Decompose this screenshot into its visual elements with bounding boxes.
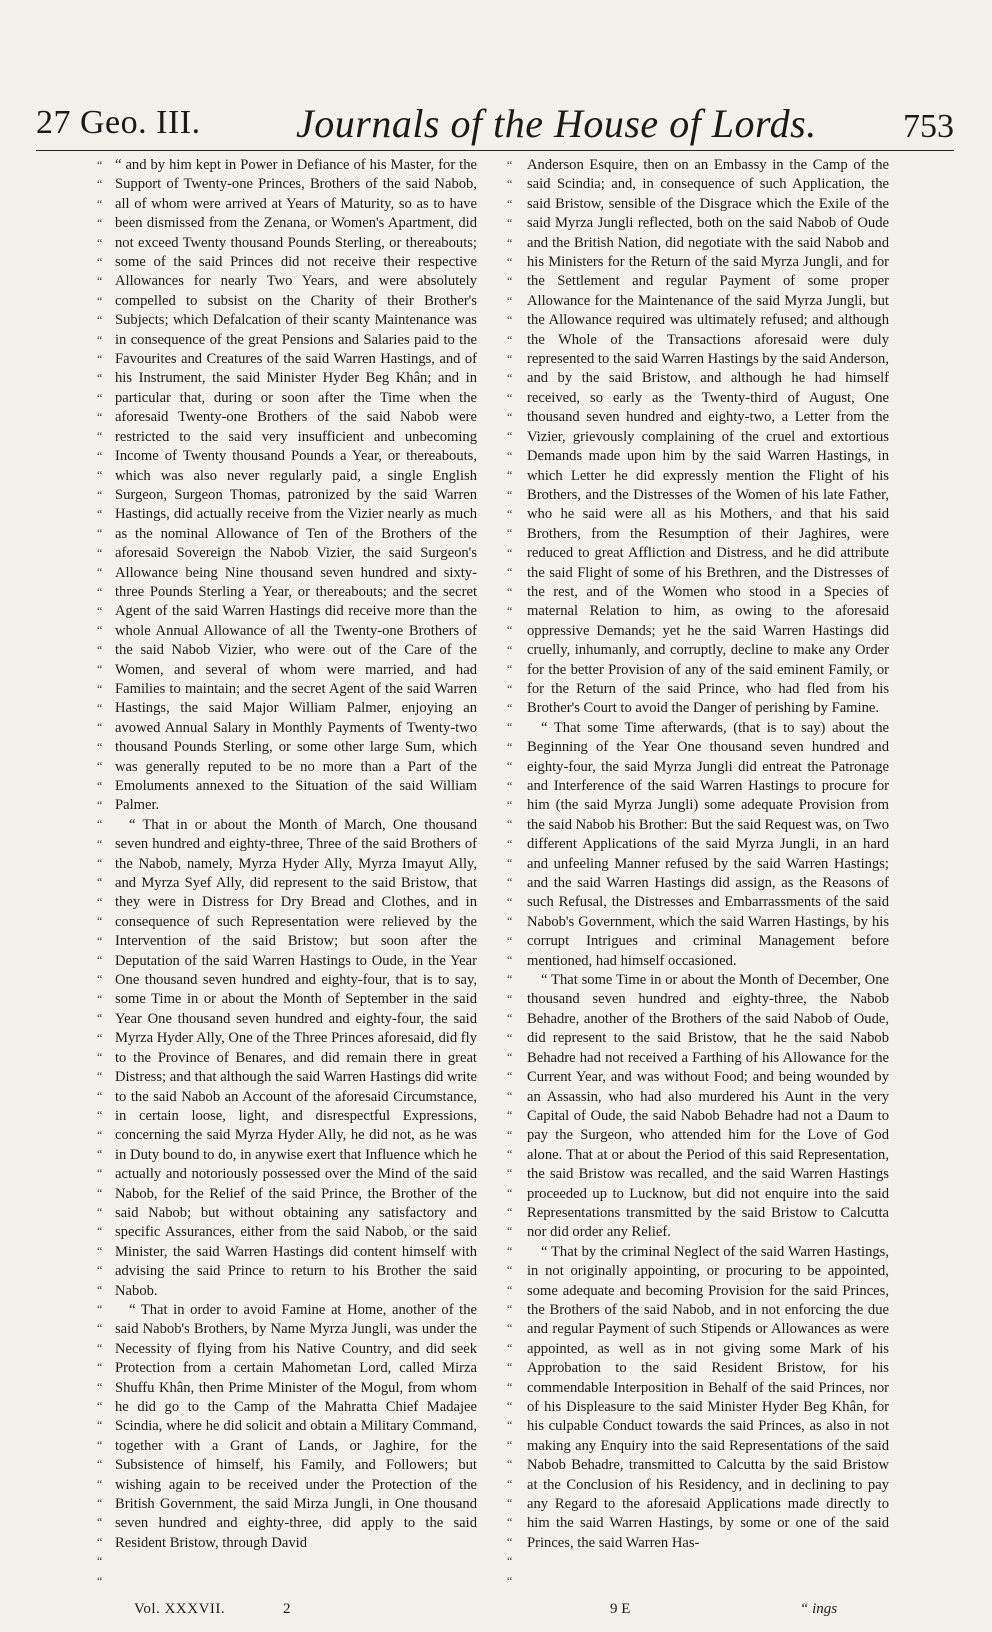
- margin-quote-mark: “: [97, 196, 103, 211]
- margin-quote-mark: “: [507, 759, 513, 774]
- margin-quote-mark: “: [97, 1030, 103, 1045]
- page-footer: [0, 1601, 992, 1621]
- margin-quote-mark: “: [507, 1030, 513, 1045]
- margin-quote-mark: “: [507, 1263, 513, 1278]
- margin-quote-mark: “: [97, 565, 103, 580]
- margin-quote-mark: “: [97, 274, 103, 289]
- margin-quote-mark: “: [97, 1263, 103, 1278]
- margin-quote-mark: “: [97, 914, 103, 929]
- margin-quote-mark: “: [507, 972, 513, 987]
- margin-quote-mark: “: [507, 313, 513, 328]
- margin-quote-mark: “: [507, 1166, 513, 1181]
- margin-quote-mark: “: [97, 507, 103, 522]
- margin-quote-mark: “: [97, 1166, 103, 1181]
- margin-quote-mark: “: [507, 1205, 513, 1220]
- margin-quote-mark: “: [507, 1088, 513, 1103]
- right-column: [527, 156, 889, 1553]
- margin-quote-mark: “: [97, 254, 103, 269]
- margin-quote-mark: “: [97, 1573, 103, 1588]
- margin-quote-mark: “: [507, 1399, 513, 1413]
- margin-quote-mark: “: [97, 410, 103, 425]
- margin-quote-mark: “: [507, 216, 513, 231]
- margin-quote-mark: “: [507, 235, 513, 250]
- margin-quote-mark: “: [97, 759, 103, 774]
- margin-quote-mark: “: [97, 1476, 103, 1491]
- margin-quote-mark: “: [97, 894, 103, 909]
- margin-quote-mark: “: [507, 739, 513, 754]
- margin-quote-mark: “: [507, 836, 513, 851]
- margin-quote-mark: “: [507, 448, 513, 463]
- margin-quote-mark: “: [507, 991, 513, 1006]
- margin-quote-mark: “: [507, 565, 513, 580]
- margin-quote-mark: “: [507, 351, 513, 366]
- margin-quote-mark: “: [97, 1011, 103, 1026]
- margin-quote-mark: “: [507, 817, 513, 832]
- margin-quote-mark: “: [507, 390, 513, 405]
- margin-quote-mark: “: [97, 778, 103, 793]
- margin-quote-mark: “: [507, 1437, 513, 1452]
- catchword: “ ings: [800, 1601, 838, 1617]
- margin-quote-mark: “: [97, 991, 103, 1006]
- margin-quote-mark: “: [97, 817, 103, 832]
- margin-quote-mark: “: [97, 235, 103, 250]
- margin-quote-mark: “: [97, 642, 103, 657]
- margin-quote-mark: “: [507, 293, 513, 308]
- margin-quote-mark: “: [507, 1302, 513, 1317]
- margin-quote-mark: “: [97, 797, 103, 812]
- page-title: Journals of the House of Lords.: [296, 101, 817, 146]
- margin-quote-mark: “: [507, 797, 513, 812]
- margin-quote-mark: “: [97, 1049, 103, 1064]
- margin-quote-mark: “: [97, 487, 103, 502]
- margin-quote-mark: “: [97, 875, 103, 890]
- margin-quote-mark: “: [507, 1554, 513, 1569]
- margin-quote-mark: “: [97, 933, 103, 948]
- margin-quote-mark: “: [507, 1476, 513, 1491]
- margin-quote-mark: “: [97, 332, 103, 347]
- signature-mark-right: 9 E: [610, 1601, 631, 1617]
- margin-quote-mark: “: [507, 1185, 513, 1200]
- margin-quote-mark: “: [507, 1360, 513, 1375]
- margin-quote-mark: “: [97, 293, 103, 308]
- margin-quote-mark: “: [507, 526, 513, 541]
- margin-quote-mark: “: [97, 603, 103, 618]
- margin-quote-mark: “: [507, 254, 513, 269]
- margin-quote-mark: “: [507, 584, 513, 599]
- margin-quote-mark: “: [97, 448, 103, 463]
- margin-quote-mark: “: [97, 1302, 103, 1317]
- margin-quote-mark: “: [97, 1437, 103, 1452]
- margin-quote-mark: “: [97, 1185, 103, 1200]
- margin-quote-mark: “: [97, 1146, 103, 1161]
- margin-quote-mark: “: [97, 1127, 103, 1142]
- margin-quote-mark: “: [97, 972, 103, 987]
- margin-quote-mark: “: [507, 1282, 513, 1297]
- margin-quote-mark: “: [507, 1069, 513, 1084]
- margin-quote-mark: “: [97, 1321, 103, 1336]
- left-quote-margin: [97, 156, 113, 1591]
- margin-quote-mark: “: [97, 1088, 103, 1103]
- margin-quote-mark: “: [507, 875, 513, 890]
- margin-quote-mark: “: [507, 1457, 513, 1472]
- margin-quote-mark: “: [507, 1108, 513, 1123]
- margin-quote-mark: “: [97, 1340, 103, 1355]
- margin-quote-mark: “: [507, 545, 513, 560]
- page-header: [36, 100, 954, 151]
- margin-quote-mark: “: [507, 371, 513, 386]
- margin-quote-mark: “: [97, 177, 103, 192]
- margin-quote-mark: “: [507, 1243, 513, 1258]
- margin-quote-mark: “: [97, 1224, 103, 1239]
- margin-quote-mark: “: [507, 720, 513, 735]
- margin-quote-mark: “: [507, 196, 513, 211]
- right-paragraph-2: “ That some Time afterwards, (that is to say) about the Beginning of the Year One thousand seven hundred and eighty-four, the said Myrza Jungli did entreat the Patronage and Interference of the said Warren Hastings to procure for him (the said Myrza Jungli) some adequate Provision from the said Nabob his Brother: But the said Request was, on Two different Applications of the said Myrza Jungli, in an hard and unfeeling Manner refused by the said Warren Hastings; and the said Warren Hastings did assign, as the Reasons of such Refusal, the Distresses and Embarrassments of the said Nabob's Government, which the said Warren Hastings, by his corrupt Intrigues and criminal Management before mentioned, had himself occasioned.: [527, 719, 889, 969]
- margin-quote-mark: “: [507, 662, 513, 677]
- margin-quote-mark: “: [507, 681, 513, 696]
- margin-quote-mark: “: [97, 1399, 103, 1413]
- margin-quote-mark: “: [97, 662, 103, 677]
- margin-quote-mark: “: [97, 1534, 103, 1549]
- margin-quote-mark: “: [507, 933, 513, 948]
- margin-quote-mark: “: [507, 1534, 513, 1549]
- margin-quote-mark: “: [507, 1418, 513, 1433]
- margin-quote-mark: “: [97, 623, 103, 638]
- margin-quote-mark: “: [507, 177, 513, 192]
- margin-quote-mark: “: [97, 216, 103, 231]
- margin-quote-mark: “: [507, 914, 513, 929]
- margin-quote-mark: “: [507, 953, 513, 968]
- session-heading: 27 Geo. III.: [36, 104, 201, 141]
- margin-quote-mark: “: [97, 836, 103, 851]
- margin-quote-mark: “: [97, 856, 103, 871]
- left-paragraph-3: “ That in order to avoid Famine at Home, another of the said Nabob's Brothers, by Name Myrza Jungli, was under the Necessity of flying from his Native Country, and did seek Protection from a certain Mahometan Lord, called Mirza Shuffu Khân, then Prime Minister of the Mogul, from whom he did go to the Camp of the Mahratta Chief Madajee Scindia, where he did solicit and obtain a Military Command, together with a Grant of Lands, or Jaghire, for the Subsistence of himself, his Family, and Followers; but wishing again to be received under the Protection of the British Government, the said Mirza Jungli, in One thousand seven hundred and eighty-three, did apply to the said Resident Bristow, through David: [115, 1301, 477, 1551]
- margin-quote-mark: “: [507, 487, 513, 502]
- margin-quote-mark: “: [97, 1108, 103, 1123]
- margin-quote-mark: “: [507, 410, 513, 425]
- margin-quote-mark: “: [97, 1069, 103, 1084]
- margin-quote-mark: “: [97, 953, 103, 968]
- margin-quote-mark: “: [97, 545, 103, 560]
- margin-quote-mark: “: [97, 429, 103, 444]
- margin-quote-mark: “: [97, 1282, 103, 1297]
- margin-quote-mark: “: [507, 1495, 513, 1510]
- margin-quote-mark: “: [97, 468, 103, 483]
- left-paragraph-1: “ and by him kept in Power in Defiance of his Master, for the Support of Twenty-one Princes, Brothers of the said Nabob, all of whom were arrived at Years of Maturity, so as to have been dismissed from the Zenana, or Women's Apartment, did not exceed Twenty thousand Pounds Sterling, or thereabouts; some of the said Princes did not receive their respective Allowances for nearly Two Years, and were absolutely compelled to subsist on the Charity of their Brother's Subjects; which Defalcation of their scanty Maintenance was in consequence of the great Pensions and Salaries paid to the Favourites and Creatures of the said Warren Hastings, and of his Instrument, the said Minister Hyder Beg Khân; and in particular that, during or soon after the Time when the aforesaid Twenty-one Brothers of the said Nabob were restricted to the said very insufficient and unbecoming Income of Twenty thousand Pounds a Year, or thereabouts, which was also never regularly paid, a single English Surgeon, Surgeon Thomas, patronized by the said Warren Hastings, did actually receive from the Vizier nearly as much as the nominal Allowance of Ten of the Brothers of the aforesaid Sovereign the Nabob Vizier, the said Surgeon's Allowance being Nine thousand seven hundred and sixty-three Pounds Sterling a Year, or thereabouts; and the secret Agent of the said Warren Hastings did receive more than the whole Annual Allowance of all the Twenty-one Brothers of the said Nabob Vizier, who were out of the Care of the Women, and several of whom were married, and had Families to maintain; and the secret Agent of the said Warren Hastings, the said Major William Palmer, enjoying an avowed Annual Salary in Monthly Payments of Twenty-two thousand Pounds Sterling, or some other large Sum, which was generally reputed to be no more than a Part of the Emoluments annexed to the Situation of the said William Palmer.: [115, 157, 477, 814]
- margin-quote-mark: “: [507, 1011, 513, 1026]
- margin-quote-mark: “: [507, 856, 513, 871]
- margin-quote-mark: “: [97, 1360, 103, 1375]
- right-quote-margin: [507, 156, 523, 1591]
- margin-quote-mark: “: [97, 681, 103, 696]
- margin-quote-mark: “: [97, 526, 103, 541]
- margin-quote-mark: “: [507, 1515, 513, 1530]
- signature-mark-left: 2: [283, 1601, 291, 1617]
- margin-quote-mark: “: [97, 700, 103, 715]
- margin-quote-mark: “: [507, 1573, 513, 1588]
- left-column: [115, 156, 477, 1553]
- margin-quote-mark: “: [97, 1554, 103, 1569]
- margin-quote-mark: “: [507, 778, 513, 793]
- margin-quote-mark: “: [97, 1457, 103, 1472]
- margin-quote-mark: “: [97, 739, 103, 754]
- margin-quote-mark: “: [507, 1224, 513, 1239]
- margin-quote-mark: “: [507, 1379, 513, 1394]
- margin-quote-mark: “: [97, 313, 103, 328]
- margin-quote-mark: “: [507, 507, 513, 522]
- margin-quote-mark: “: [507, 700, 513, 715]
- margin-quote-mark: “: [97, 351, 103, 366]
- margin-quote-mark: “: [507, 274, 513, 289]
- margin-quote-mark: “: [97, 720, 103, 735]
- margin-quote-mark: “: [97, 390, 103, 405]
- margin-quote-mark: “: [97, 1243, 103, 1258]
- margin-quote-mark: “: [97, 1495, 103, 1510]
- margin-quote-mark: “: [507, 332, 513, 347]
- right-paragraph-1: Anderson Esquire, then on an Embassy in the Camp of the said Scindia; and, in consequence of such Application, the said Bristow, sensible of the Disgrace which the Exile of the said Myrza Jungli reflected, both on the said Nabob of Oude and the British Nation, did negotiate with the said Nabob and his Ministers for the Return of the said Myrza Jungli, and for the Settlement and regular Payment of some proper Allowance for the Maintenance of the said Myrza Jungli, but the Allowance required was ultimately refused; and although the Whole of the Transactions aforesaid were duly represented to the said Warren Hastings by the said Anderson, and by the said Bristow, and although he had himself received, so early as the Twenty-third of August, One thousand seven hundred and eighty-two, a Letter from the Vizier, grievously complaining of the cruel and extortious Demands made upon him by the said Warren Hastings, in which Letter he did expressly mention the Flight of his Brothers, and the Distresses of the Women of his late Father, who he said were all as his Mothers, and that his said Brothers, from the Resumption of their Jaghires, were reduced to great Affliction and Distress, and he did attribute the said Flight of some of his Brethren, and the Distresses of the rest, and of the Women who stood in a Species of maternal Relation to him, as owing to the aforesaid oppressive Demands; yet he the said Warren Hastings did cruelly, inhumanly, and corruptly, decline to make any Order for the better Provision of any of the said eminent Family, or for the Return of the said Prince, who had fled from his Brother's Court to avoid the Danger of perishing by Famine.: [527, 157, 889, 717]
- margin-quote-mark: “: [507, 468, 513, 483]
- margin-quote-mark: “: [507, 1127, 513, 1142]
- volume-label: Vol. XXXVII.: [134, 1601, 226, 1617]
- margin-quote-mark: “: [507, 1340, 513, 1355]
- margin-quote-mark: “: [507, 642, 513, 657]
- margin-quote-mark: “: [507, 1049, 513, 1064]
- margin-quote-mark: “: [507, 894, 513, 909]
- margin-quote-mark: “: [507, 603, 513, 618]
- margin-quote-mark: “: [507, 623, 513, 638]
- margin-quote-mark: “: [507, 429, 513, 444]
- margin-quote-mark: “: [97, 371, 103, 386]
- margin-quote-mark: “: [507, 158, 513, 172]
- right-paragraph-3: “ That some Time in or about the Month of December, One thousand seven hundred and eighty-three, the Nabob Behadre, another of the Brothers of the said Nabob of Oude, did represent to the said Bristow, that he the said Nabob Behadre had not received a Farthing of his Allowance for the Current Year, and was without Food; and being wounded by an Assassin, who had also murdered his Aunt in the very Capital of Oude, the said Nabob Behadre had not a Daum to pay the Surgeon, who attended him for the Love of God alone. That at or about the Period of this said Representation, the said Bristow was recalled, and the said Warren Hastings proceeded up to Lucknow, but did not enquire into the said Representations transmitted by the said Bristow to Calcutta nor did order any Relief.: [527, 972, 889, 1241]
- left-paragraph-2: “ That in or about the Month of March, One thousand seven hundred and eighty-three, Three of the said Brothers of the Nabob, namely, Myrza Hyder Ally, Myrza Imayut Ally, and Myrza Syef Ally, did represent to the said Bristow, that they were in Distress for Dry Bread and Clothes, and in consequence of such Representation were relieved by the Intervention of the said Bristow; but soon after the Deputation of the said Warren Hastings to Oude, in the Year One thousand seven hundred and eighty-four, that is to say, some Time in or about the Month of September in the said Year One thousand seven hundred and eighty-four, the said Myrza Hyder Ally, One of the Three Princes aforesaid, did fly to the Province of Benares, and did remain there in great Distress; and that although the said Warren Hastings did write to the said Nabob an Account of the aforesaid Circumstance, in certain loose, light, and disrespectful Expressions, concerning the said Myrza Hyder Ally, he did not, as he was in Duty bound to do, in anywise exert that Influence which he actually and notoriously possessed over the Mind of the said Nabob, for the Relief of the said Prince, the Brother of the said Nabob; but without obtaining any satisfactory and specific Assurances, either from the said Nabob, or the said Minister, the said Warren Hastings did content himself with advising the said Prince to return to his Brother the said Nabob.: [115, 816, 477, 1299]
- margin-quote-mark: “: [97, 158, 103, 172]
- margin-quote-mark: “: [97, 1418, 103, 1433]
- margin-quote-mark: “: [97, 1515, 103, 1530]
- margin-quote-mark: “: [97, 1379, 103, 1394]
- margin-quote-mark: “: [97, 584, 103, 599]
- margin-quote-mark: “: [507, 1321, 513, 1336]
- margin-quote-mark: “: [507, 1146, 513, 1161]
- page-number: 753: [903, 108, 954, 145]
- right-paragraph-4: “ That by the criminal Neglect of the said Warren Hastings, in not originally appointing, or procuring to be appointed, some adequate and becoming Provision for the said Princes, the Brothers of the said Nabob, and in not enforcing the due and regular Payment of such Stipends or Allowances as were appointed, as well as in not giving some Mark of his Approbation to the said Resident Bristow, for his commendable Interposition in Behalf of the said Princes, nor of his Displeasure to the said Minister Hyder Beg Khân, for his culpable Conduct towards the said Princes, as also in not making any Enquiry into the said Representations of the said Nabob Behadre, transmitted to Calcutta by the said Bristow at the Conclusion of his Residency, and in declining to pay any Regard to the aforesaid Applications made directly to him the said Warren Hastings, by some or one of the said Princes, the said Warren Has-: [527, 1243, 889, 1551]
- margin-quote-mark: “: [97, 1205, 103, 1220]
